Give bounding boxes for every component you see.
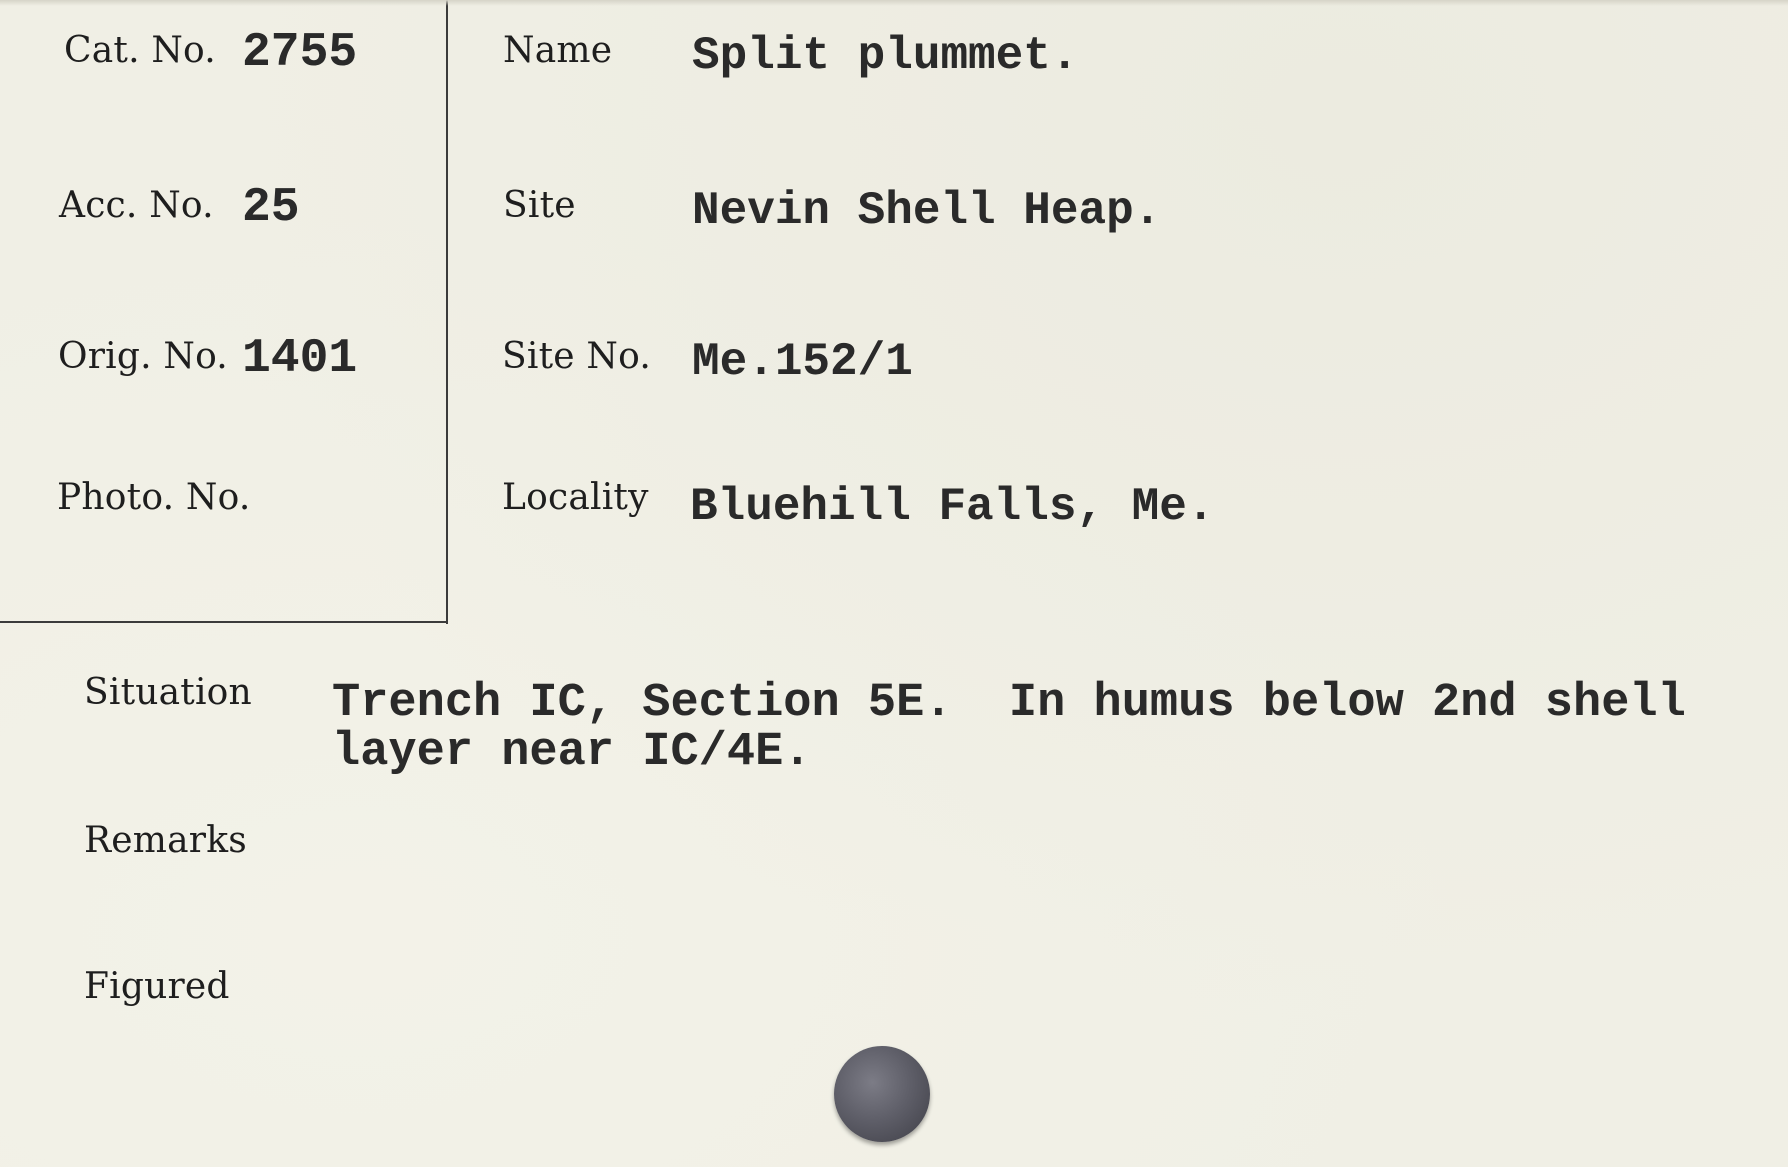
remarks-label: Remarks [84,820,247,861]
id-box-right-border [446,0,448,624]
site-no-label: Site No. [502,336,651,377]
acc-no-label: Acc. No. [59,185,214,226]
orig-no-label: Orig. No. [58,336,228,377]
site-label: Site [503,185,576,226]
id-box-bottom-border [0,621,448,623]
punch-hole-icon [834,1046,930,1142]
name-value: Split plummet. [692,30,1079,82]
situation-line-2: layer near IC/4E. [332,726,812,779]
locality-value: Bluehill Falls, Me. [690,481,1215,533]
photo-no-label: Photo. No. [57,477,251,518]
cat-no-label: Cat. No. [64,30,216,71]
site-value: Nevin Shell Heap. [692,185,1162,237]
acc-no-value: 25 [242,181,300,235]
locality-label: Locality [502,477,649,518]
figured-label: Figured [84,966,230,1007]
orig-no-value: 1401 [242,332,358,386]
situation-line-1: Trench IC, Section 5E. In humus below 2nd shell [332,677,1686,730]
situation-label: Situation [84,672,252,713]
cat-no-value: 2755 [242,26,358,80]
site-no-value: Me.152/1 [692,336,913,388]
name-label: Name [503,30,613,71]
